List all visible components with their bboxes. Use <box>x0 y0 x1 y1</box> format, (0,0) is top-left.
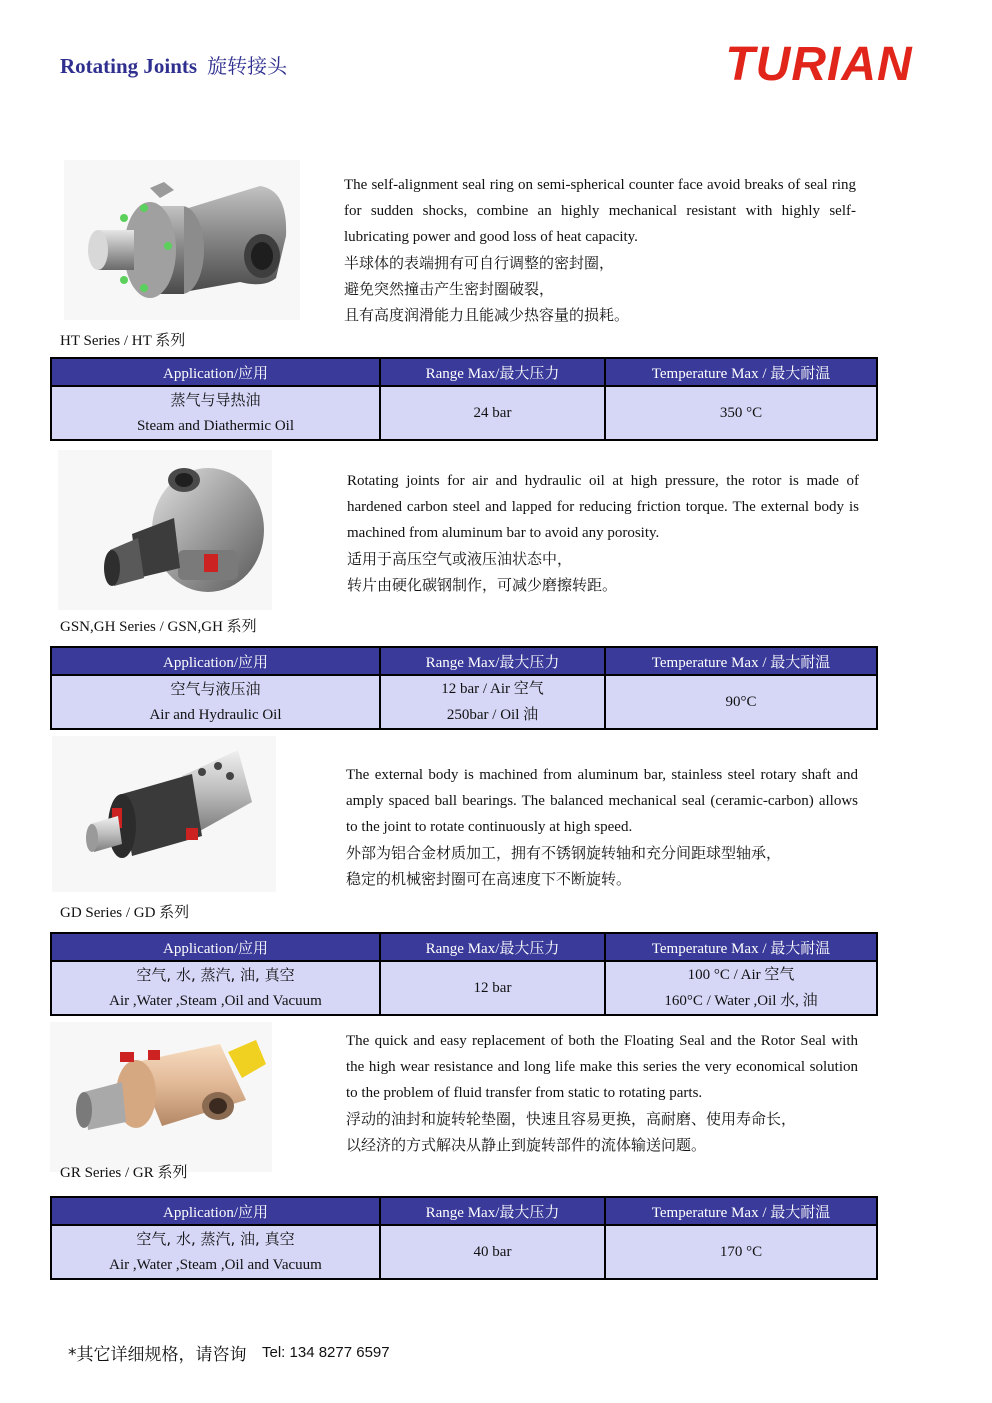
temperature-value: 160°C / Water ,Oil 水, 油 <box>664 993 818 1009</box>
header-application: Application/应用 <box>51 1197 380 1225</box>
range-cell <box>380 961 605 1015</box>
description-en: The external body is machined from aluminum bar, stainless steel rotary shaft and amply spaced ball bearings. The balanced mechanical seal (ceramic-carbon) allows to the joint to rotate continuously at high speed. <box>346 767 858 835</box>
application-cn: 蒸气与导热油 <box>170 391 261 409</box>
page-title-en: Rotating Joints <box>60 54 198 78</box>
spec-header-row <box>51 647 877 675</box>
header-range: Range Max/最大压力 <box>380 933 605 961</box>
series-label: GSN,GH Series / GSN,GH 系列 <box>60 619 257 635</box>
range-cell <box>380 1225 605 1279</box>
footer-phone: Tel: 134 8277 6597 <box>262 1344 390 1361</box>
rotary-joint-gsn-photo <box>58 450 272 610</box>
series-label: GD Series / GD 系列 <box>60 905 190 921</box>
description-en: The self-alignment seal ring on semi-spherical counter face avoid breaks of seal ring for sudden shocks, combine an highly mechanical resistant with highly self-lubricating power and good loss of heat capacity. <box>344 177 856 245</box>
header-temperature: Temperature Max / 最大耐温 <box>605 933 877 961</box>
description-cn-line: 以经济的方式解决从静止到旋转部件的流体输送问题。 <box>346 1136 707 1154</box>
spec-data-row <box>51 961 877 1015</box>
application-cn: 空气与液压油 <box>170 680 261 698</box>
header-temperature: Temperature Max / 最大耐温 <box>605 358 877 386</box>
header-range: Range Max/最大压力 <box>380 647 605 675</box>
spec-data-row <box>51 386 877 440</box>
description-cn-line: 外部为铝合金材质加工，拥有不锈钢旋转轴和充分间距球型轴承， <box>346 844 782 862</box>
rotary-joint-ht-photo <box>64 160 300 320</box>
application-cn: 空气, 水, 蒸汽, 油, 真空 <box>136 966 295 984</box>
header-range: Range Max/最大压力 <box>380 1197 605 1225</box>
series-label: HT Series / HT 系列 <box>60 333 186 349</box>
spec-table <box>50 357 878 441</box>
rotary-joint-gd-photo <box>52 736 276 892</box>
range-value: 24 bar <box>473 405 512 421</box>
header-temperature: Temperature Max / 最大耐温 <box>605 1197 877 1225</box>
application-cell <box>51 961 380 1015</box>
range-cell <box>380 386 605 440</box>
header-application: Application/应用 <box>51 647 380 675</box>
product-description <box>344 172 856 328</box>
description-cn-line: 稳定的机械密封圈可在高速度下不断旋转。 <box>346 870 632 888</box>
header-application: Application/应用 <box>51 358 380 386</box>
spec-header-row <box>51 1197 877 1225</box>
temperature-cell <box>605 1225 877 1279</box>
temperature-cell <box>605 386 877 440</box>
product-description <box>346 762 858 892</box>
application-en: Air ,Water ,Steam ,Oil and Vacuum <box>109 1257 322 1273</box>
turian-logo <box>708 36 930 88</box>
header-temperature: Temperature Max / 最大耐温 <box>605 647 877 675</box>
temperature-cell <box>605 961 877 1015</box>
application-en: Air and Hydraulic Oil <box>149 707 282 723</box>
spec-data-row <box>51 1225 877 1279</box>
series-label: GR Series / GR 系列 <box>60 1165 188 1181</box>
logo-text: TURIAN <box>725 38 913 88</box>
range-value: 250bar / Oil 油 <box>446 707 539 723</box>
temperature-value: 350 °C <box>719 405 763 421</box>
page-title-cn: 旋转接头 <box>207 54 288 78</box>
description-en: The quick and easy replacement of both the Floating Seal and the Rotor Seal with the high wear resistance and long life make this series the very economical solution to the problem of fluid transfer from static to rotating parts. <box>346 1033 858 1101</box>
spec-table <box>50 932 878 1016</box>
rotary-joint-gr-photo <box>50 1022 272 1172</box>
application-en: Steam and Diathermic Oil <box>136 418 295 434</box>
header-application: Application/应用 <box>51 933 380 961</box>
temperature-value: 100 °C / Air 空气 <box>687 967 795 983</box>
description-cn-line: 半球体的表端拥有可自行调整的密封圈， <box>344 254 615 272</box>
range-cell <box>380 675 605 729</box>
spec-table <box>50 646 878 730</box>
product-description <box>347 468 859 598</box>
temperature-value: 90°C <box>725 694 757 710</box>
header-range: Range Max/最大压力 <box>380 358 605 386</box>
description-en: Rotating joints for air and hydraulic oil at high pressure, the rotor is made of hardened carbon steel and lapped for reducing friction torque. The external body is machined from aluminum bar to avoid any porosity. <box>347 473 859 541</box>
spec-table <box>50 1196 878 1280</box>
description-cn-line: 且有高度润滑能力且能减少热容量的损耗。 <box>344 306 630 324</box>
product-description <box>346 1028 858 1158</box>
application-cell <box>51 386 380 440</box>
application-cell <box>51 675 380 729</box>
application-cn: 空气, 水, 蒸汽, 油, 真空 <box>136 1230 295 1248</box>
description-cn-line: 浮动的油封和旋转轮垫圈，快速且容易更换，高耐磨、使用寿命长， <box>346 1110 797 1128</box>
temperature-value: 170 °C <box>719 1244 763 1260</box>
temperature-cell <box>605 675 877 729</box>
description-cn-line: 适用于高压空气或液压油状态中， <box>347 550 573 568</box>
description-cn-line: 避免突然撞击产生密封圈破裂， <box>344 280 555 298</box>
spec-header-row <box>51 358 877 386</box>
footer-note: *其它详细规格，请咨询 <box>68 1345 247 1365</box>
page-title <box>60 50 287 79</box>
spec-header-row <box>51 933 877 961</box>
spec-data-row <box>51 675 877 729</box>
range-value: 40 bar <box>473 1244 512 1260</box>
application-cell <box>51 1225 380 1279</box>
description-cn-line: 转片由硬化碳钢制作，可减少磨擦转距。 <box>347 576 618 594</box>
range-value: 12 bar <box>473 980 512 996</box>
application-en: Air ,Water ,Steam ,Oil and Vacuum <box>109 993 322 1009</box>
range-value: 12 bar / Air 空气 <box>441 681 544 697</box>
